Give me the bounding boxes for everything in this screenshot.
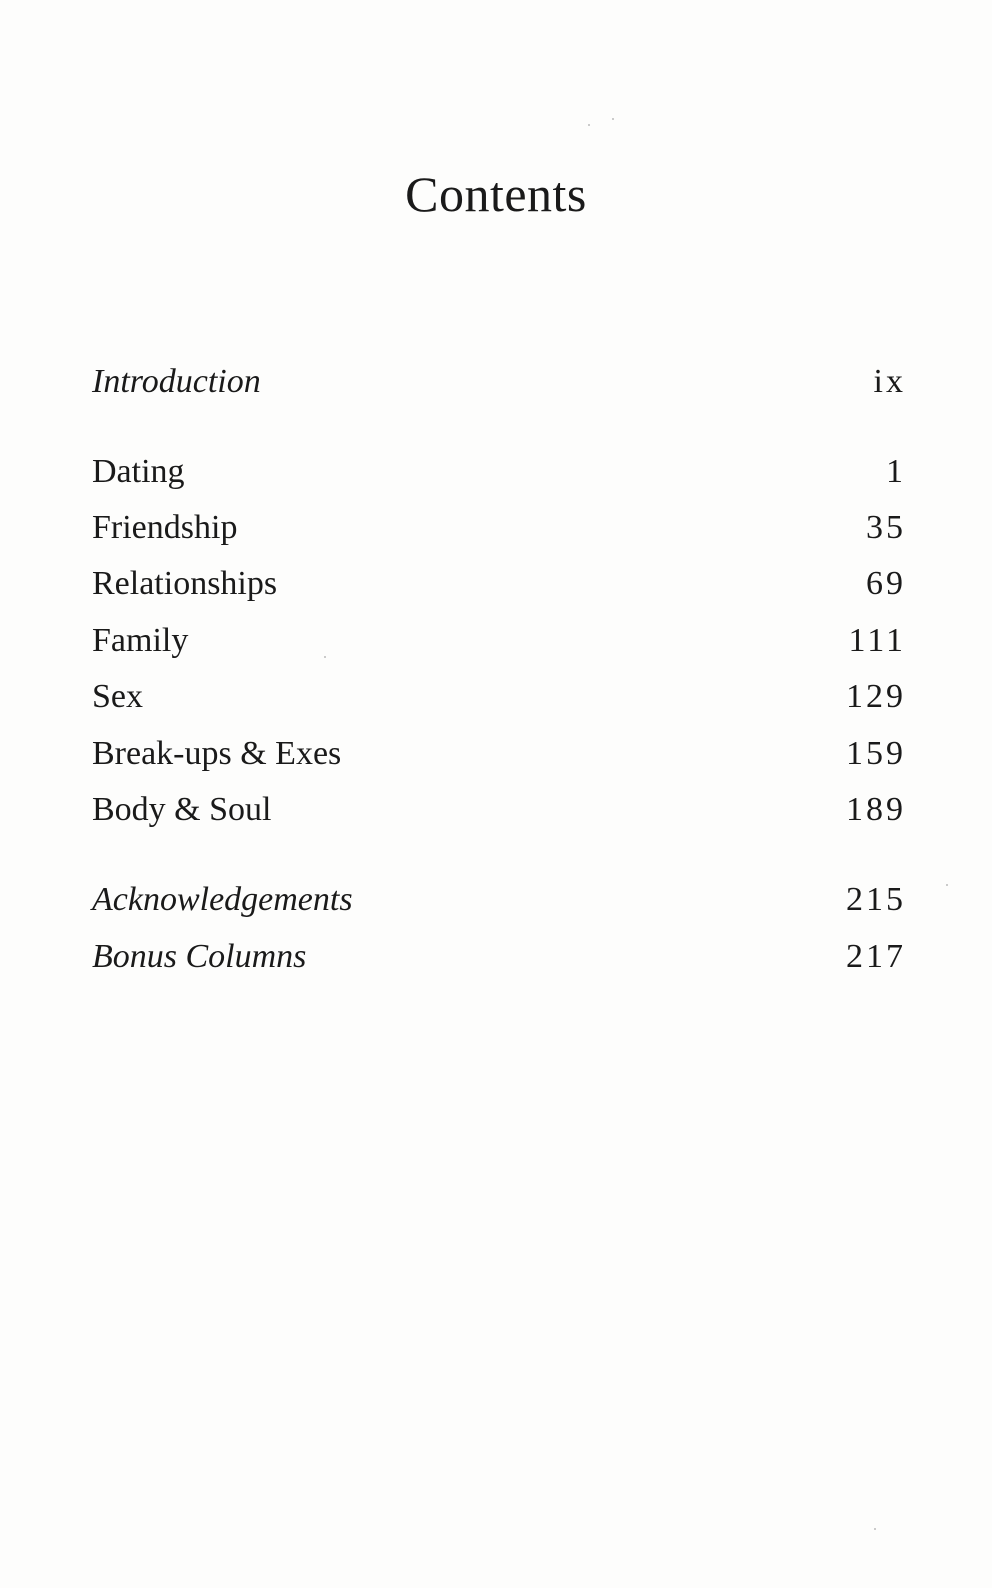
toc-entry-acknowledgements[interactable]	[92, 880, 906, 920]
toc-entry-label: Dating	[92, 453, 185, 490]
scan-speck	[612, 118, 614, 120]
toc-entry-label: Break-ups & Exes	[92, 735, 342, 772]
toc-entry-page: ix	[873, 363, 906, 400]
toc-entry-label: Body & Soul	[92, 791, 272, 828]
scan-speck	[874, 1528, 876, 1530]
scan-speck	[946, 884, 948, 886]
toc-entry-sex[interactable]	[92, 677, 906, 717]
toc-entry-page: 1	[886, 453, 906, 490]
toc-entry-label: Friendship	[92, 509, 238, 546]
toc-entry-body-soul[interactable]	[92, 790, 906, 830]
toc-entry-label: Introduction	[92, 363, 261, 400]
page-title: Contents	[405, 166, 587, 222]
toc-entry-page: 189	[846, 791, 906, 828]
toc-entry-bonus-columns[interactable]	[92, 937, 906, 977]
toc-entry-label: Family	[92, 622, 189, 659]
toc-entry-page: 159	[846, 735, 906, 772]
toc-entry-friendship[interactable]	[92, 508, 906, 548]
toc-entry-label: Bonus Columns	[92, 938, 307, 975]
toc-entry-label: Relationships	[92, 565, 278, 602]
toc-entry-break-ups-exes[interactable]	[92, 734, 906, 774]
toc-entry-family[interactable]	[92, 621, 906, 661]
toc-entry-page: 111	[848, 622, 906, 659]
toc-entry-page: 69	[866, 565, 906, 602]
toc-entry-introduction[interactable]	[92, 362, 906, 402]
toc-entry-page: 129	[846, 678, 906, 715]
toc-entry-dating[interactable]	[92, 452, 906, 492]
toc-entry-relationships[interactable]	[92, 564, 906, 604]
scan-speck	[588, 124, 590, 126]
toc-entry-page: 35	[866, 509, 906, 546]
toc-entry-page: 215	[846, 881, 906, 918]
scan-speck	[324, 656, 326, 658]
toc-entry-label: Sex	[92, 678, 143, 715]
toc-entry-label: Acknowledgements	[92, 881, 353, 918]
toc-entry-page: 217	[846, 938, 906, 975]
